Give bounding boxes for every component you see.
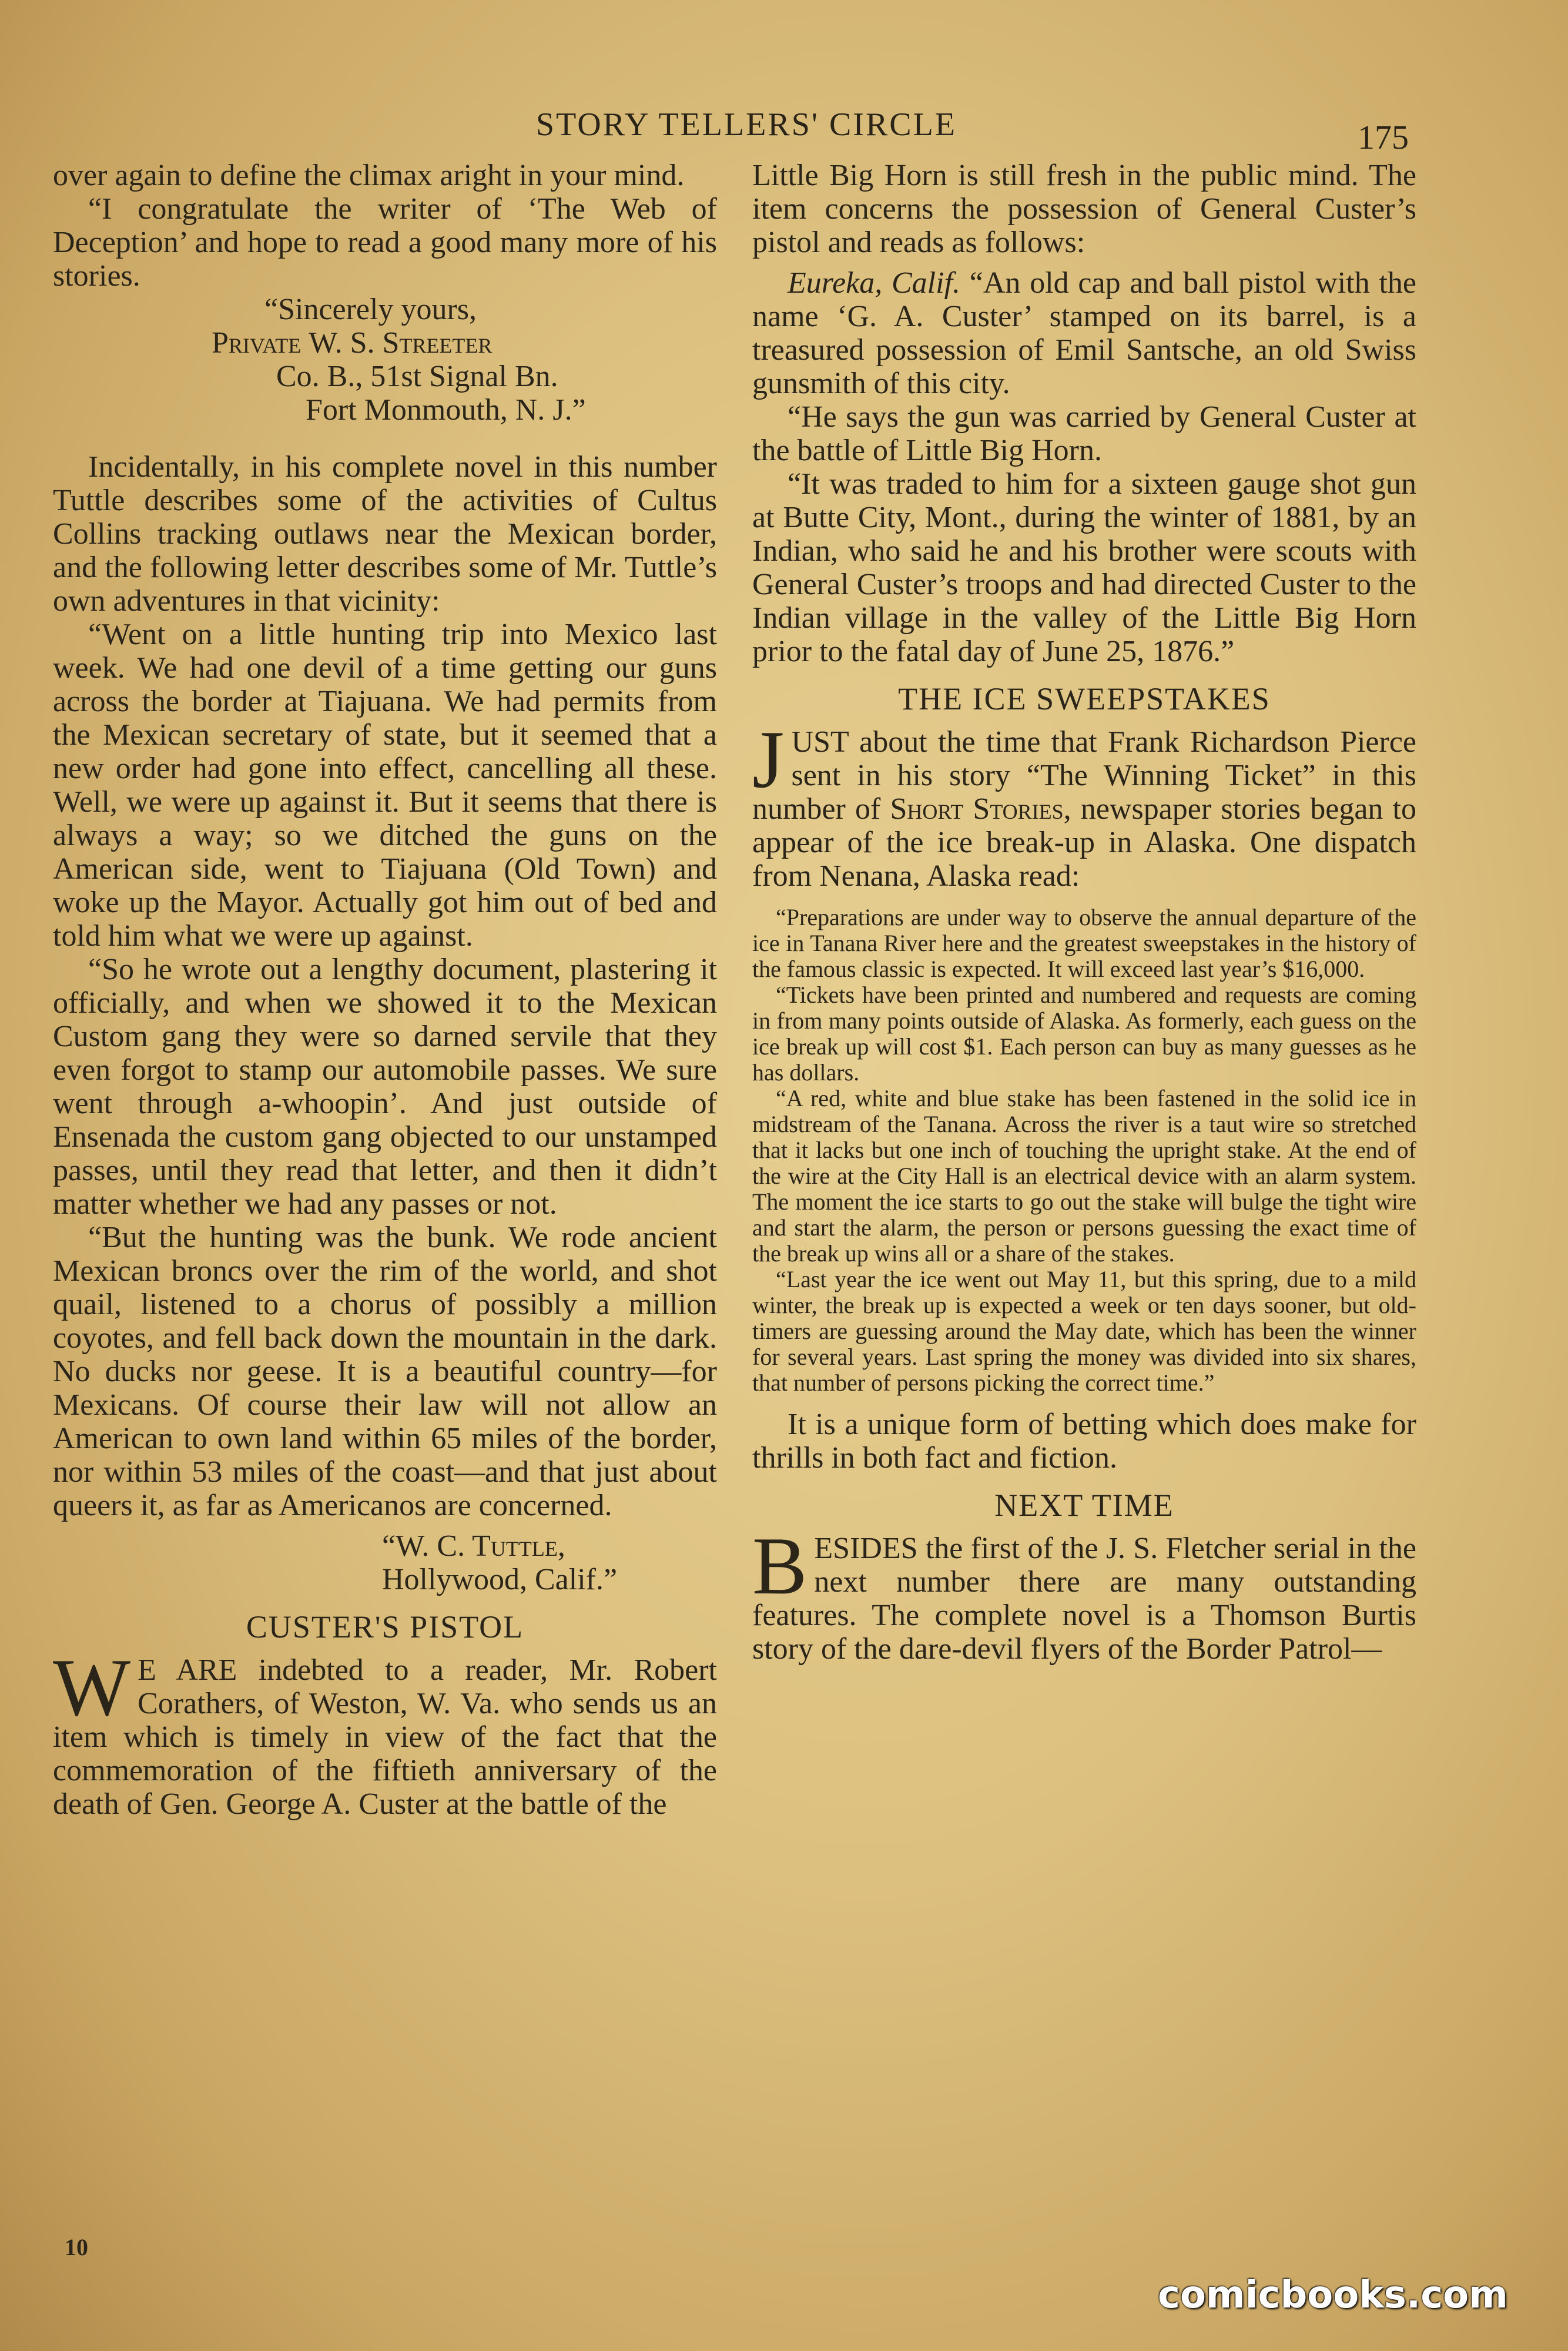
signer-rank: Private — [212, 326, 301, 360]
drop-cap: J — [752, 714, 785, 805]
paragraph: It is a unique form of betting which does make for thrills in both fact and fiction. — [752, 1408, 1416, 1475]
page-number: 175 — [1358, 118, 1409, 156]
quoted-dispatch — [752, 905, 1416, 1396]
paragraph: “I congratulate the writer of ‘The Web of Deception’ and hope to read a good many more of his stories. — [53, 192, 717, 293]
dateline: Eureka, Calif. — [788, 266, 961, 300]
quote-paragraph: “Last year the ice went out May 11, but this spring, due to a mild winter, the break up is expected a week or ten days sooner, but old-timers are guessing around the May date, which has been the winner for several years. Last spring the money was divided into six shares, that number of persons picking the correct time.” — [752, 1266, 1416, 1396]
signer-place: Fort Monmouth, N. J.” — [306, 393, 586, 427]
paragraph-text: “An old cap and ball pistol with the name ‘G. A. Custer’ stamped on its barrel, is a treasured possession of Emil Santsche, an old Swiss gunsmith of this city. — [752, 266, 1416, 400]
paragraph-text: UST about the time that Frank Richardson Pierce sent in his story “The Winning Ticket” in this number of — [752, 725, 1416, 826]
left-column — [53, 159, 717, 1821]
paragraph-text: ESIDES the first of the J. S. Fletcher serial in the next number there are many outstanding features. The complete novel is a Thomson Burtis story of the dare-devil flyers of the Border Patrol— — [752, 1532, 1416, 1666]
quote-paragraph: “Tickets have been printed and numbered and requests are coming in from many points outside of Alaska. As formerly, each guess on the ice break up will cost $1. Each person can buy as many guesses as he has dollars. — [752, 982, 1416, 1086]
paragraph: “But the hunting was the bunk. We rode ancient Mexican broncs over the rim of the world, and shot quail, listened to a chorus of possibly a million coyotes, and fell back down the mountain in the dark. No ducks nor geese. It is a beautiful country—for Mexicans. Of course their law will not allow an American to own land within 65 miles of the border, nor within 53 miles of the coast—and that just about queers it, as far as Americanos are concerned. — [53, 1221, 717, 1522]
paragraph-custer-intro — [53, 1642, 717, 1821]
paragraph-next-intro — [752, 1521, 1416, 1666]
drop-cap: B — [752, 1521, 808, 1612]
magazine-name: Short Stories — [890, 792, 1064, 826]
section-heading-custers-pistol: CUSTER'S PISTOL — [246, 1609, 524, 1645]
paragraph-text: E ARE indebted to a reader, Mr. Robert Corathers, of Weston, W. Va. who sends us an item which is timely in view of the fact that the commemoration of the fiftieth anniversary of the death of Gen. George A. Custer at the battle of the — [53, 1653, 717, 1821]
drop-cap: W — [53, 1642, 131, 1733]
paragraph: over again to define the climax aright in your mind. — [53, 159, 685, 192]
paragraph-ice-intro — [752, 714, 1417, 893]
section-heading-ice-sweepstakes: THE ICE SWEEPSTAKES — [898, 681, 1271, 716]
signer-unit: Co. B., 51st Signal Bn. — [276, 360, 558, 393]
paragraph: “So he wrote out a lengthy document, plastering it officially, and when we showed it to the Mexican Custom gang they were so darned servile that they even forgot to stamp our automobile passes. We sure went through a-whoopin’. And just outside of Ensenada the custom gang objected to our unstamped passes, until they read that letter, and then it didn’t matter whether we had any passes or not. — [53, 953, 717, 1221]
folio-mark: 10 — [65, 2234, 88, 2260]
paragraph: “Went on a little hunting trip into Mexico last week. We had one devil of a time getting our guns across the border at Tiajuana. We had permits from the Mexican secretary of state, but it seemed that a new order had gone into effect, cancelling all these. Well, we were up against it. But it seems that there is always a way; so we ditched the guns on the American side, went to Tiajuana (Old Town) and woke up the Mayor. Actually got him out of bed and told him what we were up against. — [53, 618, 717, 953]
signer-name: W. S. Streeter — [309, 326, 492, 360]
watermark-logo: comicbooks.com — [1158, 2273, 1508, 2317]
letter-closing: “Sincerely yours, — [264, 293, 477, 326]
paragraph: Little Big Horn is still fresh in the public mind. The item concerns the possession of General Custer’s pistol and reads as follows: — [752, 159, 1416, 259]
paragraph: “It was traded to him for a sixteen gauge shot gun at Butte City, Mont., during the winter of 1881, by an Indian, who said he and his brother were scouts with General Custer’s troops and had directed Custer to the Indian village in the valley of the Little Big Horn prior to the fatal day of June 25, 1876.” — [752, 467, 1416, 668]
section-heading-next-time: NEXT TIME — [994, 1488, 1174, 1523]
running-title: STORY TELLERS' CIRCLE — [535, 106, 957, 143]
quote-paragraph: “Preparations are under way to observe the annual departure of the ice in Tanana River here and the greatest sweepstakes in the history of the famous classic is expected. It will exceed last year’s $16,000. — [752, 904, 1416, 982]
right-column — [752, 159, 1416, 1666]
paragraph-text: , newspaper stories began to appear of the ice break-up in Alaska. One dispatch from Nenana, Alaska read: — [752, 792, 1417, 893]
quote-paragraph: “A red, white and blue stake has been fastened in the solid ice in midstream of the Tanana. Across the river is a taut wire so stretched that it lacks but one inch of touching the upright stake. At the end of the wire at the City Hall is an electrical device with an alarm system. The moment the ice starts to go out the stake will bulge the tight wire and start the alarm, the person or persons guessing the exact time of the break up wins all or a share of the stakes. — [752, 1085, 1416, 1267]
paragraph: “He says the gun was carried by General Custer at the battle of Little Big Horn. — [752, 400, 1416, 467]
paragraph: Incidentally, in his complete novel in this number Tuttle describes some of the activities of Cultus Collins tracking outlaws near the Mexican border, and the following letter describes some of Mr. Tuttle’s own adventures in that vicinity: — [53, 450, 717, 618]
paragraph-eureka — [752, 266, 1416, 400]
letter-signature — [53, 326, 717, 360]
signature-place: Hollywood, Calif.” — [382, 1563, 618, 1596]
page-header — [0, 106, 1568, 165]
signature-name: “W. C. Tuttle, — [382, 1529, 565, 1563]
